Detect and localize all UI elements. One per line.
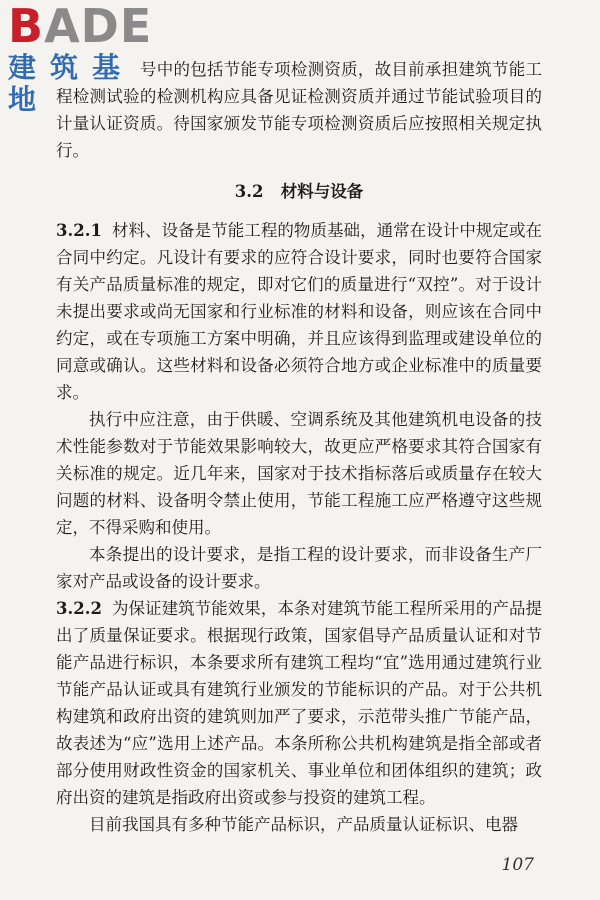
- clause-text: 材料、设备是节能工程的物质基础，通常在设计中规定或在合同中约定。凡设计有要求的应符合设计要求，同时也要符合国家有关产品质量标准的规定，即对它们的质量进行“双控”。对于设计未提出要求或尚无国家和行业标准的材料和设备，则应该在合同中约定，或在专项施工方案中明确，并且应该得到监理或建设单位的同意或确认。这些材料和设备必须符合地方或企业标准中的质量要求。: [56, 221, 542, 402]
- clause-3-2-2: [56, 595, 542, 811]
- clause-3-2-1: [56, 217, 542, 406]
- section-title: 材料与设备: [280, 182, 364, 201]
- paragraph-last: 目前我国具有多种节能产品标识，产品质量认证标识、电器: [89, 815, 518, 834]
- section-heading: [56, 178, 542, 205]
- clause-number: 3.2.2: [56, 599, 102, 618]
- watermark-chinese: 建筑基地: [8, 51, 135, 116]
- section-number: 3.2: [234, 182, 264, 201]
- page-body: [56, 56, 542, 838]
- watermark-latin: BADE: [8, 0, 153, 53]
- paragraph-execution: 执行中应注意，由于供暖、空调系统及其他建筑机电设备的技术性能参数对于节能效果影响较大，故更应严格要求其符合国家有关标准的规定。近几年来，国家对于技术指标落后或质量存在较大问题的材料、设备明令禁止使用，节能工程施工应严格遵守这些规定，不得采购和使用。: [56, 410, 542, 537]
- clause-text: 为保证建筑节能效果，本条对建筑节能工程所采用的产品提出了质量保证要求。根据现行政策，国家倡导产品质量认证和对节能产品进行标识，本条要求所有建筑工程均“宜”选用通过建筑行业节能产品认证或具有建筑行业颁发的节能标识的产品。对于公共机构建筑和政府出资的建筑则加严了要求，示范带头推广节能产品，故表述为“应”选用上述产品。本条所称公共机构建筑是指全部或者部分使用财政性资金的国家机关、事业单位和团体组织的建筑；政府出资的建筑是指政府出资或参与投资的建筑工程。: [56, 599, 542, 807]
- clause-number: 3.2.1: [56, 221, 102, 240]
- paragraph-continued: 号中的包括节能专项检测资质，故目前承担建筑节能工程检测试验的检测机构应具备见证检测资质并通过节能试验项目的计量认证资质。待国家颁发节能专项检测资质后应按照相关规定执行。: [56, 60, 542, 160]
- page-number: 107: [501, 855, 534, 875]
- paragraph-design-requirement: 本条提出的设计要求，是指工程的设计要求，而非设备生产厂家对产品或设备的设计要求。: [56, 545, 542, 591]
